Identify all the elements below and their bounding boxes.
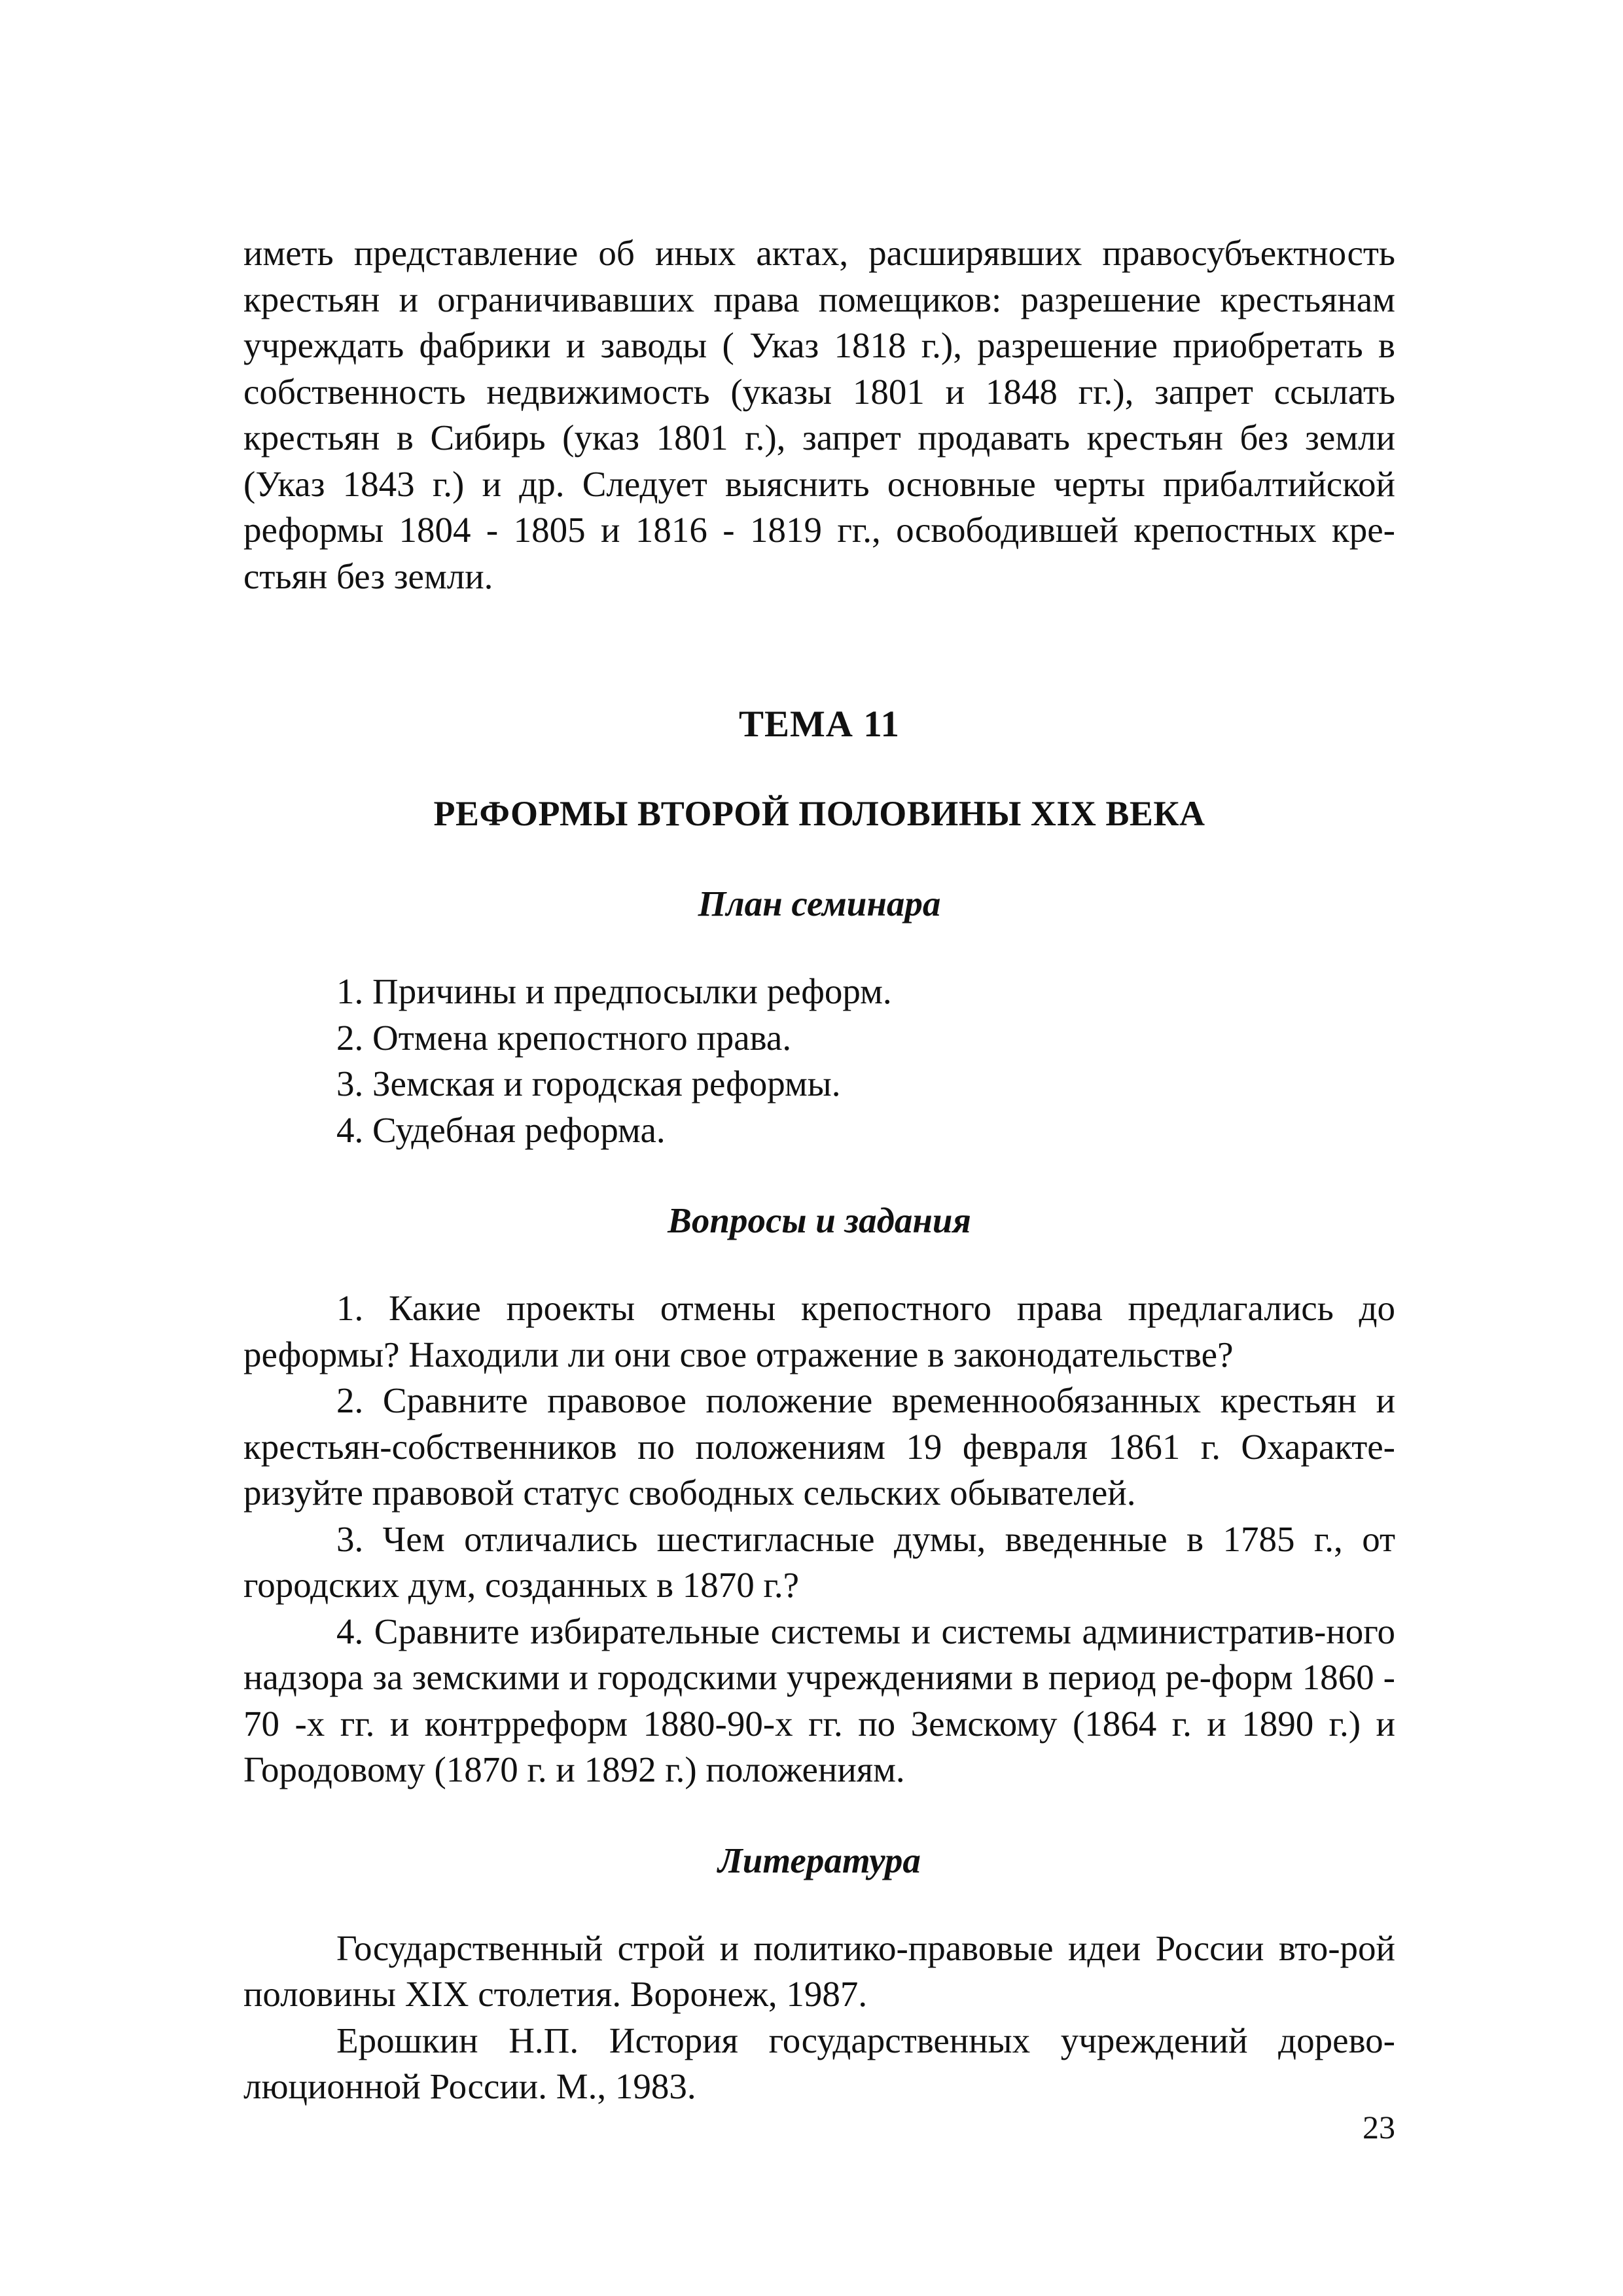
question-item: 3. Чем отличались шестигласные думы, введенные в 1785 г., от городских дум, созданных в 1870 г.? [243, 1518, 1395, 1605]
questions-list [243, 1285, 1395, 1793]
intro-paragraph: иметь представление об иных актах, расширявших правосубъектность крестьян и ограничивавших права помещиков: разрешение крестьянам учреждать фабрики и заводы ( Указ 1818 г.), разрешение приобретать в собственность недвижимость (указы 1801 и 1848 гг.), запрет ссылать крестьян в Сибирь (указ 1801 г.), запрет продавать крестьян без земли (Указ 1843 г.) и др. Следует выяснить основные черты прибалтийской реформы 1804 - 1805 и 1816 - 1819 гг., освободившей крепостных кре-стьян без земли. [243, 233, 1395, 596]
plan-item: 3. Земская и городская реформы. [336, 1064, 841, 1103]
question-item: 2. Сравните правовое положение временнообязанных крестьян и крестьян-собственников по положениям 19 февраля 1861 г. Охаракте-ризуйте правовой статус свободных сельских обывателей. [243, 1380, 1395, 1513]
plan-heading: План семинара [698, 884, 941, 924]
question-item: 1. Какие проекты отмены крепостного права предлагались до реформы? Находили ли они свое отражение в законодательстве? [243, 1288, 1395, 1374]
literature-list [243, 1926, 1395, 2110]
question-item: 4. Сравните избирательные системы и системы административ-ного надзора за земскими и городскими учреждениями в период ре-форм 1860 - 70 -х гг. и контрреформ 1880-90-х гг. по Земскому (1864 г. и 1890 г.) и Городовому (1870 г. и 1892 г.) положениям. [243, 1611, 1395, 1789]
page-content [243, 230, 1395, 2110]
literature-item: Государственный строй и политико-правовые идеи России вто-рой половины XIX столетия. Воронеж, 1987. [243, 1928, 1395, 2014]
literature-item: Ерошкин Н.П. История государственных учреждений дорево-люционной России. М., 1983. [243, 2020, 1395, 2106]
plan-item: 2. Отмена крепостного права. [336, 1017, 792, 1058]
questions-heading: Вопросы и задания [668, 1200, 971, 1240]
plan-item: 4. Судебная реформа. [336, 1109, 666, 1150]
plan-item: 1. Причины и предпосылки реформ. [336, 971, 892, 1011]
topic-subtitle: РЕФОРМЫ ВТОРОЙ ПОЛОВИНЫ XIX ВЕКА [433, 794, 1205, 833]
topic-title: ТЕМА 11 [738, 704, 901, 745]
plan-list [243, 969, 1395, 1153]
page-number: 23 [1363, 2109, 1395, 2145]
literature-heading: Литература [718, 1840, 921, 1880]
